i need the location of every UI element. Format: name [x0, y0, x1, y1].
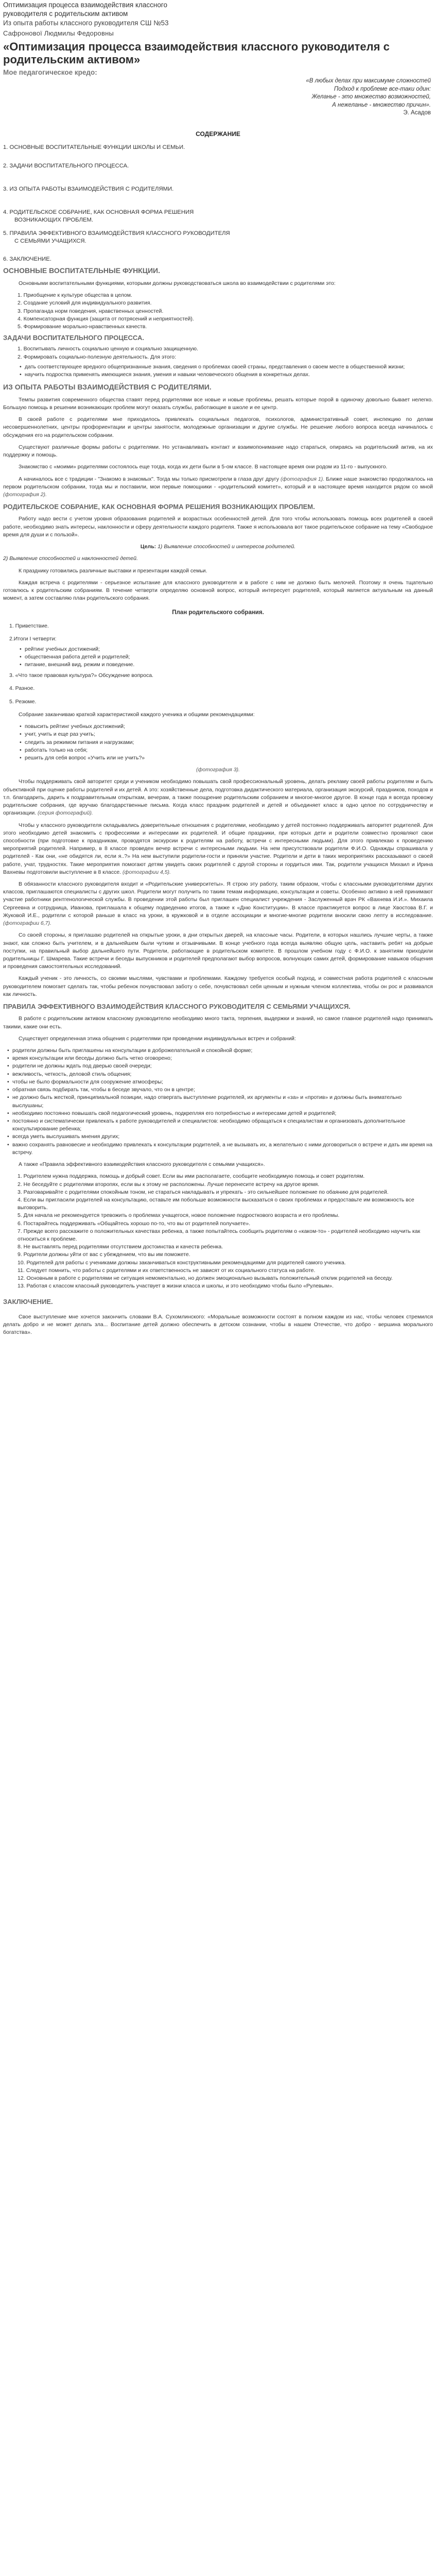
list-item: 1. Воспитывать личность социально ценную и социально защищенную. [18, 346, 198, 352]
bullet-list [3, 1047, 433, 1157]
epigraph: «В любых делах при максимуме сложностей Подход к проблеме все-таки один: Желанье - это множество возможностей, А нежеланье - множество причин». Э. Асадов [3, 77, 433, 117]
list-item: • научить подростка применять имеющиеся знания, умения и навыки человеческого общения в конкретных делах. [3, 371, 433, 379]
toc-item: 2. ЗАДАЧИ ВОСПИТАТЕЛЬНОГО ПРОЦЕССА. [3, 162, 129, 169]
list-item: • необходимо постоянно повышать свой педагогический уровень, подкрепляя его потребностью и интересами детей и родителей; [3, 1110, 433, 1117]
plan-title: План родительского собрания. [172, 609, 264, 616]
paragraph: Чтобы у классного руководителя складывались доверительные отношения с родителями, необходимо у детей постоянно поддерживать авторитет родителей. Для этого необходимо детей знакомить с профессиями и интересами их родителей. И общие праздники, при которых дети и родители совместно проявляют свои способности (при подготовке к праздникам, проводятся экскурсии к родителям на работу, встречи с интересными людьми). Для этого привлекаю к проведению мероприятий родителей. Например, в 8 классе проведен вечер встречи с интересными людьми. На нем присутствовали родители Ф.И.О. Однажды спрашивала у родителей - Как они, «не обидятся ли, если я..?» На нем выступили родители-гости и приняли участие. Родители и дети в таких мероприятиях рассказывают о своей работе, учат, трудностях. Такие мероприятия помогают детям увидеть своих родителей с другой стороны и гордиться ими. Так, родители учащихся Михаил и Ирина Вахневы подготовили выступление в 8 классе. (фотографии 4,5). [3, 822, 433, 875]
plan-item: 3. «Что такое правовая культура?» Обсуждение вопроса. [9, 672, 153, 679]
list-item: 1. Родителем нужна поддержка, помощь и добрый совет. Если вы ими располагаете, сообщите необходимую помощь и совет родителям. [18, 1173, 365, 1180]
list-item: 5. Формирование морально-нравственных качеств. [18, 323, 147, 330]
list-item: 2. Не беседуйте с родителями второпях, если вы к этому не расположены. Лучше перенесите встречу на другое время. [18, 1181, 320, 1188]
list-item: 9. Родители должны уйти от вас с убеждением, что вы им поможете. [18, 1251, 190, 1258]
section-heading: ПРАВИЛА ЭФФЕКТИВНОГО ВЗАИМОДЕЙСТВИЯ КЛАССНОГО РУКОВОДИТЕЛЯ С СЕМЬЯМИ УЧАЩИХСЯ. [3, 1003, 351, 1011]
list-item: • родители не должны ждать под дверью своей очереди; [3, 1062, 433, 1070]
list-item: 3. Пропаганда норм поведения, нравственных ценностей. [18, 308, 164, 314]
list-item: • вежливость, четкость, деловой стиль общения; [3, 1071, 433, 1078]
section-heading: ИЗ ОПЫТА РАБОТЫ ВЗАИМОДЕЙСТВИЯ С РОДИТЕЛЯМИ. [3, 383, 212, 392]
paragraph: Со своей стороны, я приглашаю родителей на открытые уроки, в дни открытых дверей, на классные часы. Родители, в которых нашлись лучшие черты, а также знают, как сложно быть учителем, и в дальнейшем были чутким и отзывчивыми. В конце учебного года всегда выявляю общую цель, наставить ребят на добрые поступки, на правильный выбор дальнейшего пути. Родители, работающие в родительском комитете. В прошлом учебном году с Ф.И.О. к занятиям приходили родительницы Г. Шмарева. Такие встречи и беседы выпускников и родителей предполагают выбор вопросов, волнующих самих детей, формирование навыков общения и проведения самостоятельных исследований. [3, 932, 433, 970]
paragraph: Основными воспитательными функциями, которыми должны руководствоваться школа во взаимодействии с родителями это: [19, 280, 336, 286]
document-header-title: Оптимизация процесса взаимодействия классного руководителя с родительским активом [3, 1, 167, 18]
section-heading: ЗАКЛЮЧЕНИЕ. [3, 1297, 53, 1306]
author-name: Сафронової Людмилы Федоровны [3, 29, 114, 38]
goal-block: Цель: 1) Выявление способностей и интересов родителей. [140, 544, 296, 550]
list-item: • рейтинг учебных достижений; [3, 646, 433, 653]
list-item: • важно сохранять равновесие и необходимо привлекать к консультации родителей, а не вызывать их, а желательно с ними договориться о встрече и дать им время на встречу. [3, 1141, 433, 1157]
section-heading: РОДИТЕЛЬСКОЕ СОБРАНИЕ, КАК ОСНОВНАЯ ФОРМА РЕШЕНИЯ ВОЗНИКАЮЩИХ ПРОБЛЕМ. [3, 503, 315, 511]
paragraph: Существуют различные формы работы с родителями. Но устанавливать контакт и взаимопонимание надо стараться, опираясь на родительский актив, на их поддержку и помощь. [3, 444, 433, 459]
list-item: • повысить рейтинг учебных достижений; [3, 723, 433, 731]
paragraph: А начиналось все с традиции - "Знакомо в знакомых". Тогда мы только присмотрели в глаза друг другу (фотография 1). Ближе наше знакомство продолжалось на первом родительском собрании, тогда мы и поставили, мои первые помощники - «родительский комитет», который и в настоящее время находится рядом со мной (фотография 2). [3, 476, 433, 498]
bullet-list [3, 363, 433, 379]
list-item: • следить за режимом питания и нагрузками; [3, 739, 433, 747]
list-item: • решить для себя вопрос «Учить или не учить?» [3, 754, 433, 762]
plan-item: 2.Итоги I четверти: [9, 636, 57, 642]
plan-list [3, 672, 433, 706]
section-heading: ОСНОВНЫЕ ВОСПИТАТЕЛЬНЫЕ ФУНКЦИИ. [3, 266, 160, 275]
toc-item: С СЕМЬЯМИ УЧАЩИХСЯ. [14, 238, 86, 244]
list-item: • работать только на себя; [3, 747, 433, 754]
list-item: 13. Работая с классом классный руководитель участвует в жизни класса и школы, и это необходимо чтобы было «Рулевым». [18, 1283, 334, 1290]
list-item: • время консультации или беседы должно быть четко оговорено; [3, 1055, 433, 1062]
paragraph: Работу надо вести с учетом уровня образования родителей и возрастных особенностей детей. Для того чтобы использовать помощь всех родителей в своей работе, необходимо знать интересы, наклонности и сферу деятельности каждого родителя. Также я использовала вот такое родительское собрание на тему «Свободное время для души и с пользой». [3, 516, 433, 538]
list-item: • родители должны быть приглашены на консультации в доброжелательной и спокойной форме; [3, 1047, 433, 1055]
table-of-contents [3, 144, 433, 263]
list-item: 4. Компенсаторная функция (защита от потрясений и неприятностей). [18, 315, 194, 322]
section-heading: ЗАДАЧИ ВОСПИТАТЕЛЬНОГО ПРОЦЕССА. [3, 334, 144, 342]
bullet-list [3, 723, 433, 762]
paragraph: Существует определенная этика общения с родителями при проведении индивидуальных встреч и собраний: [19, 1035, 296, 1042]
paragraph: Свое выступление мне хочется закончить словами В.А. Сухомлинского: «Моральные возможности состоят в полном каждом из нас, чтобы человек стремился делать добро и не может делать зла... Воспитание детей должно обеспечить в детском сознании, чтобы в нашем Отечестве, что добро - вершина морального богатства». [3, 1313, 433, 1336]
paragraph: К празднику готовились различные выставки и презентации каждой семьи. [19, 567, 207, 574]
list-item: 2. Создание условий для индивидуального развития. [18, 300, 152, 307]
ordered-list [3, 292, 433, 331]
photo-reference: (фотография 2). [3, 492, 47, 498]
toc-item: 5. ПРАВИЛА ЭФФЕКТИВНОГО ВЗАИМОДЕЙСТВИЯ КЛАССНОГО РУКОВОДИТЕЛЯ [3, 230, 230, 236]
photo-reference: (фотография 3). [196, 767, 240, 773]
photo-reference: (фотографии 4,5). [123, 869, 171, 875]
motto-label: Мое педагогическое кредо: [3, 68, 97, 76]
list-item: • всегда уметь выслушивать мнения других; [3, 1133, 433, 1141]
list-item: 12. Основным в работе с родителями не ситуация немоментально, но должен эмоционально вызывать положительный отклик родителей на беседу. [18, 1275, 393, 1282]
paragraph: Знакомство с «моими» родителями состоялось еще тогда, когда их дети были в 5-ом классе. В настоящее время они родом из 11-го - выпускного. [19, 464, 388, 470]
bullet-list [3, 646, 433, 669]
list-item: • общественная работа детей и родителей; [3, 653, 433, 661]
toc-item: 3. ИЗ ОПЫТА РАБОТЫ ВЗАИМОДЕЙСТВИЯ С РОДИТЕЛЯМИ. [3, 185, 174, 192]
list-item: 4. Если вы пригласили родителей на консультацию, оставьте им побольше возможности высказаться о своих проблемах и предоставьте им возможность все выговорить. [18, 1196, 414, 1211]
paragraph: Темпы развития современного общества ставят перед родителями все новые и новые проблемы, решать которые порой в одиночку довольно бывает нелегко. Большую помощь в решении возникающих проблем могут оказать службы, работающие в школе и ее центр. [3, 396, 433, 411]
list-item: • постоянно и систематически привлекать к работе руководителей и специалистов: необходимо обращаться к специалистам и организовать дополнительное консультирование ребенка; [3, 1117, 433, 1133]
list-item: 3. Разговаривайте с родителями спокойным тоном, не стараться накладывать и упрекать - это сильнейшее положение по обаянию для родителей. [18, 1189, 389, 1195]
main-title: «Оптимизация процесса взаимодействия классного руководителя с родительским активом» [3, 40, 390, 66]
list-item: • обратная связь подбирать так, чтобы в беседе звучало, что он в центре; [3, 1086, 433, 1094]
paragraph: А также «Правила эффективного взаимодействия классного руководителя с семьями учащихся». [19, 1161, 265, 1168]
document-subtitle: Из опыта работы классного руководителя СШ №53 [3, 19, 169, 27]
toc-item: ВОЗНИКАЮЩИХ ПРОБЛЕМ. [14, 217, 94, 224]
paragraph: Чтобы поддерживать свой авторитет среди и учеником необходимо повышать свой профессиональный уровень, делать рекламу своей работы родителям и быть объективной при оценке работы родителей и их детей. А это: хозяйственные дела, подготовка дидактического материала, организация экскурсий, праздников, походов и т.п. благодарить, дарить к поздравительным открыткам, вечерам, а также поощрение родительским собранием и многое-многое другое. В конце года я всегда провожу родительские собрания, где вручаю благодарственные письма. Когда класс праздник родителей и детей и объединяет класс в одно целое по сотрудничеству и организации. (серия фотографий). [3, 778, 433, 817]
list-item: 2. Формировать социально-полезную деятельность. Для этого: [18, 353, 176, 360]
plan-item: 5. Резюме. [9, 698, 37, 705]
toc-item: 4. РОДИТЕЛЬСКОЕ СОБРАНИЕ, КАК ОСНОВНАЯ ФОРМА РЕШЕНИЯ [3, 209, 194, 216]
list-item: 5. Для начала не рекомендуется тревожить о проблемах учащегося, новое положение подросткового возраста и его проблемы. [18, 1212, 340, 1219]
paragraph: Собрание заканчиваю краткой характеристикой каждого ученика и общими рекомендациями: [19, 711, 255, 718]
plan-list [3, 622, 433, 643]
list-item: 7. Прежде всего расскажите о положительных качествах ребенка, а также попытайтесь сообщить родителям о «каком-то» - родителей необходимо научить как относиться к проблеме. [18, 1228, 421, 1243]
list-item: 6. Постарайтесь поддерживать «Общайтесь хорошо по-то, что вы от родителей получаете». [18, 1220, 251, 1227]
ordered-list [3, 1173, 433, 1290]
goal-label: Цель: [140, 544, 156, 550]
ordered-list [3, 345, 433, 361]
paragraph: В работе с родительским активом классному руководителю необходимо много такта, терпения, выдержки и знаний, но самое главное родителей надо принимать такими, какие они есть. [3, 1015, 433, 1030]
toc-item: 1. ОСНОВНЫЕ ВОСПИТАТЕЛЬНЫЕ ФУНКЦИИ ШКОЛЫ И СЕМЬИ. [3, 144, 185, 151]
toc-title: СОДЕРЖАНИЕ [196, 130, 240, 138]
photo-reference: (фотографии 6,7). [3, 920, 51, 927]
paragraph: В своей работе с родителями мне приходилось привлекать социальных педагогов, психологов, административный совет, инспекцию по делам несовершеннолетних, центры профориентации и центры занятости, молодежные организации и другие службы. Не решение любого вопроса всегда начиналось с обсуждения его на родительском собрании. [3, 416, 433, 438]
list-item: • питание, внешний вид, режим и поведение. [3, 661, 433, 669]
goal-line: 2) Выявление способностей и наклонностей детей. [3, 555, 138, 562]
epigraph-signature: Э. Асадов [403, 110, 431, 116]
list-item: 10. Родителей для работы с учениками должны заканчиваться конструктивными рекомендациями для родителей самого ученика. [18, 1259, 346, 1266]
photo-reference: (фотография 1). [281, 476, 325, 482]
paragraph: В обязанности классного руководителя входит и «Родительские университеты». Я строю эту работу, таким образом, чтобы с классными руководителями других классов, приглашаются специалисты с других школ. Родители могут получить по таким темам информацию, консультации и советы. Особенно активно в ней принимают участие работники рентгенологической службы. В проведении этой работы был приглашен специалист учреждения - Заслуженный врач РК «Вахнева И.И.». Михаила Сергеевна и сотрудница, Иванова, приглашала к общему подведению итогов, а также к «Дню Конституции». В классе практикуется вопрос в лице Хвостова В.Г. и Жуковой И.Е., родители с которой раньше в класс на уроки, в кружковой и в отделе ассоциации и многие-многие родители вносили свою лепту в исследование. (фотографии 6,7). [3, 881, 433, 927]
photo-reference: (серия фотографий). [38, 810, 93, 817]
plan-item: 4. Разное. [9, 685, 35, 692]
list-item: 1. Приобщение к культуре общества в целом. [18, 292, 132, 299]
list-item: • дать соответствующее вредного общепризнанные знания, сведения о проблемах своей страны, представления о своем месте в общественной жизни; [3, 363, 433, 371]
paragraph: Каждый ученик - это личность, со своими мыслями, чувствами и проблемами. Каждому требуется особый подход, и совместная работа родителей с классным руководителем помогает сделать так, чтобы ребенок почувствовал заботу о себе, почувствовал себя ценным и нужным членом коллектива, чтобы он рос и развивался как личность. [3, 975, 433, 997]
toc-item: 6. ЗАКЛЮЧЕНИЕ. [3, 256, 51, 263]
list-item: • учит, учить и еще раз учить; [3, 731, 433, 738]
list-item: 11. Следует помнить, что работы с родителями и их ответственность не зависят от их социального статуса на работе. [18, 1267, 316, 1274]
paragraph: Каждая встреча с родителями - серьезное испытание для классного руководителя и в работе с ним не должно быть мелочей. Поэтому я очень тщательно готовлюсь к родительским собраниям. В течение четверти определяю основной вопрос, который интересует родителей, который является актуальным на данный момент, а затем составляю план родительского собрания. [3, 579, 433, 602]
plan-item: 1. Приветствие. [9, 623, 49, 630]
list-item: • чтобы не было формальности для сооружение атмосферы; [3, 1078, 433, 1086]
list-item: • не должно быть жесткой, принципиальной позиции, надо отвергать выступление родителей, их аргументы и «за» и «против» и должны быть внимательно выслушаны; [3, 1094, 433, 1109]
list-item: 8. Не выставлять перед родителями отсутствием достоинства и качеств ребенка. [18, 1244, 223, 1250]
